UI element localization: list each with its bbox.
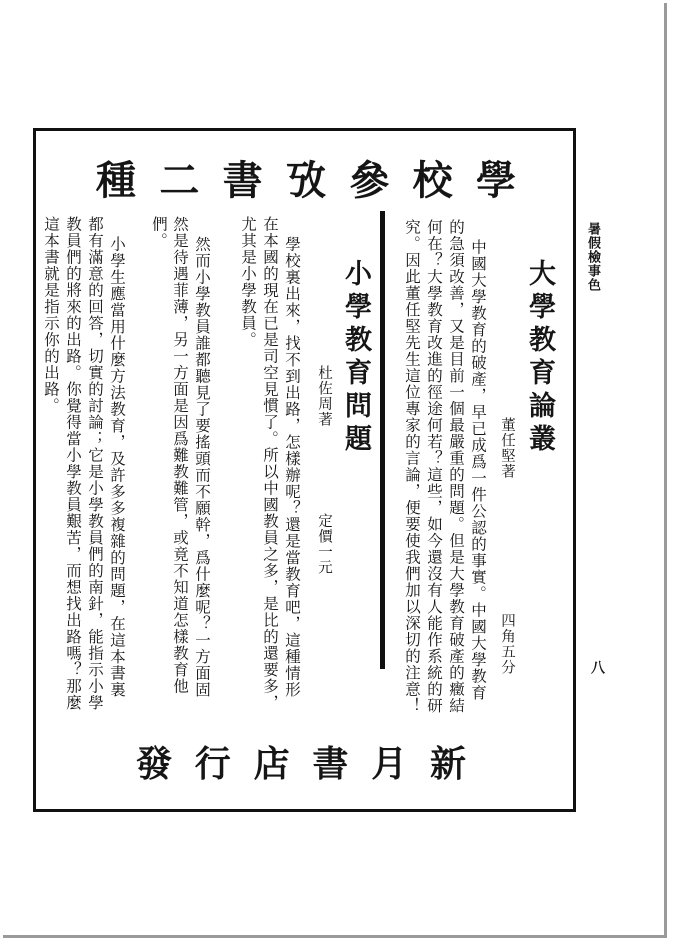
book1-price: 四角五分: [499, 613, 515, 675]
running-head: 暑假檢事色: [585, 222, 600, 292]
book2-price: 定價一元: [316, 513, 332, 575]
page-number: 八: [589, 660, 605, 674]
book2-title: 小學教育問題: [340, 259, 371, 457]
book2-text-line: 然而小學教員誰都聽見了要搖頭而不願幹，爲什麼呢？一方面固: [193, 236, 211, 698]
publisher-char: 書: [312, 743, 349, 785]
ad-publisher: [136, 736, 466, 787]
ad-title-char: 參: [349, 157, 390, 204]
ad-title-char: 二: [159, 157, 200, 204]
book1-title: 大學教育論叢: [524, 259, 555, 457]
book2-text-line: 都有滿意的回答，切實的討論；它是小學教員們的南針，能指示小學: [86, 216, 104, 711]
advertisement-box: [33, 128, 576, 812]
ad-title-char: 攷: [285, 157, 326, 204]
book2-text-line: 這本書就是指示你的出路。: [42, 216, 60, 414]
ad-title-char: 學: [475, 157, 516, 204]
book1-text-line: 究。因此董任堅先生這位專家的言論，便要使我們加以深切的注意！: [403, 219, 421, 714]
book2-text-line: 小學生應當用什麼方法教育，及許多多複雜的問題，在這本書裏: [108, 236, 126, 698]
ad-title-char: 校: [412, 157, 453, 204]
publisher-char: 新: [429, 743, 466, 785]
book2-text-line: 教員們的將來的出路。你覺得當小學教員艱苦，而想找出路嗎？那麼: [64, 216, 82, 711]
publisher-char: 行: [194, 743, 231, 785]
book1-text-line: 的急須改善，又是目前一個最嚴重的問題。但是大學教育破產的癥結: [447, 219, 465, 714]
publisher-char: 月: [371, 743, 408, 785]
book2-text-line: 學校裏出來，找不到出路，怎樣辦呢？還是當教育吧，這種情形: [283, 236, 301, 698]
ad-title-char: 種: [96, 157, 136, 204]
book1-author: 董任堅著: [499, 417, 515, 479]
book2-text-line: 們。: [150, 216, 168, 249]
book1-text-line: 何在？大學教育改進的徑途何若？這些，如今還沒有人能作系統的研: [425, 219, 443, 714]
book2-author: 杜佐周著: [316, 365, 332, 427]
publisher-char: 店: [253, 743, 290, 785]
book2-text-line: 尤其是小學教員。: [239, 216, 257, 348]
book2-text-line: 在本國的現在已是司空見慣了。所以中國教員之多，是比的還要多，: [261, 216, 279, 711]
ad-title: [96, 149, 516, 206]
ad-title-char: 書: [222, 157, 263, 204]
book2-text-line: 然是待遇菲薄，另一方面是因爲難教難管，或竟不知道怎樣教育他: [171, 216, 189, 695]
book1-text-line: 中國大學教育的破產，早已成爲一件公認的事實。中國大學教育: [469, 239, 487, 701]
publisher-char: 發: [136, 743, 173, 785]
column-divider: [380, 211, 385, 669]
